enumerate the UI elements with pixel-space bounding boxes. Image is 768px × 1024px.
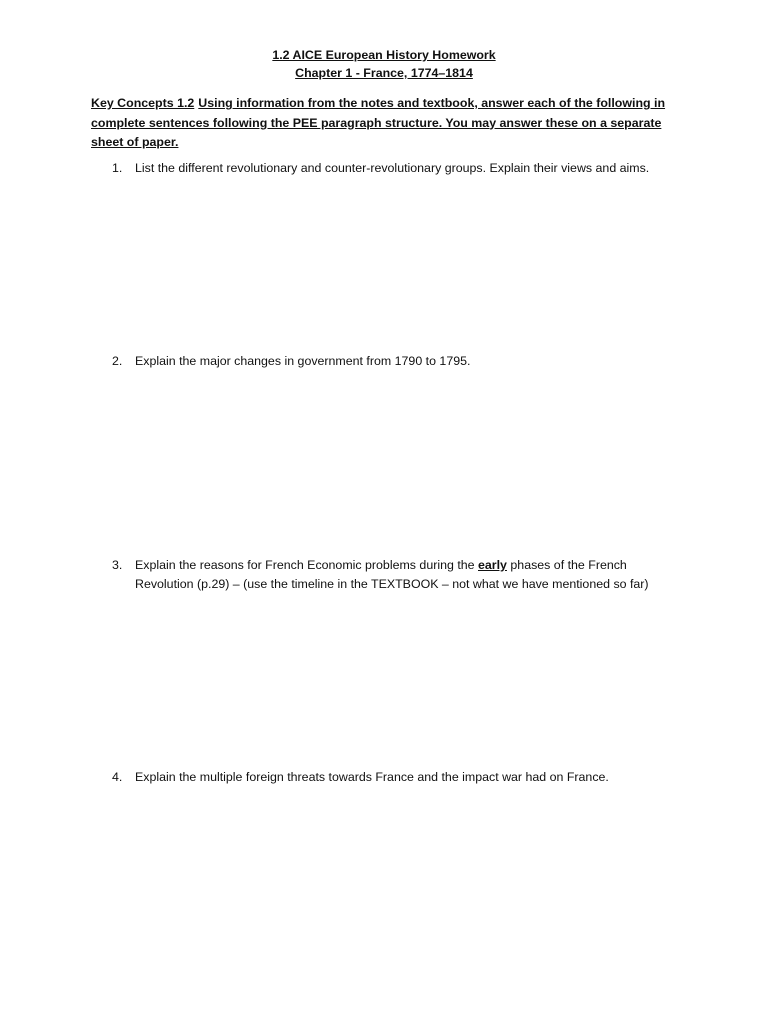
question-2 (112, 352, 672, 371)
question-text-before: Explain the reasons for French Economic problems during the (135, 558, 475, 572)
question-4 (112, 768, 672, 787)
key-concepts-label: Key Concepts 1.2 (91, 96, 195, 110)
question-1 (112, 159, 672, 178)
question-text: Explain the major changes in government from 1790 to 1795. (135, 354, 471, 368)
question-number: 1. (112, 161, 123, 175)
question-number: 2. (112, 354, 123, 368)
question-number: 3. (112, 558, 123, 572)
question-text: Explain the multiple foreign threats towards France and the impact war had on France. (135, 770, 609, 784)
question-text: List the different revolutionary and counter-revolutionary groups. Explain their views and aims. (135, 161, 650, 175)
question-number: 4. (112, 770, 123, 784)
document-title: 1.2 AICE European History Homework (272, 48, 496, 62)
emphasis-early: early (478, 558, 507, 572)
question-text (135, 556, 672, 594)
question-3 (112, 556, 672, 594)
question-text-after: phases of the French Revolution (p.29) – (use the timeline in the TEXTBOOK – not what we have mentioned so far) (135, 558, 649, 591)
document-subtitle: Chapter 1 - France, 1774–1814 (295, 66, 473, 80)
intro-instructions (91, 94, 681, 153)
instructions-text: Using information from the notes and textbook, answer each of the following in complete sentences following the PEE paragraph structure. You may answer these on a separate sheet of paper. (91, 96, 666, 149)
